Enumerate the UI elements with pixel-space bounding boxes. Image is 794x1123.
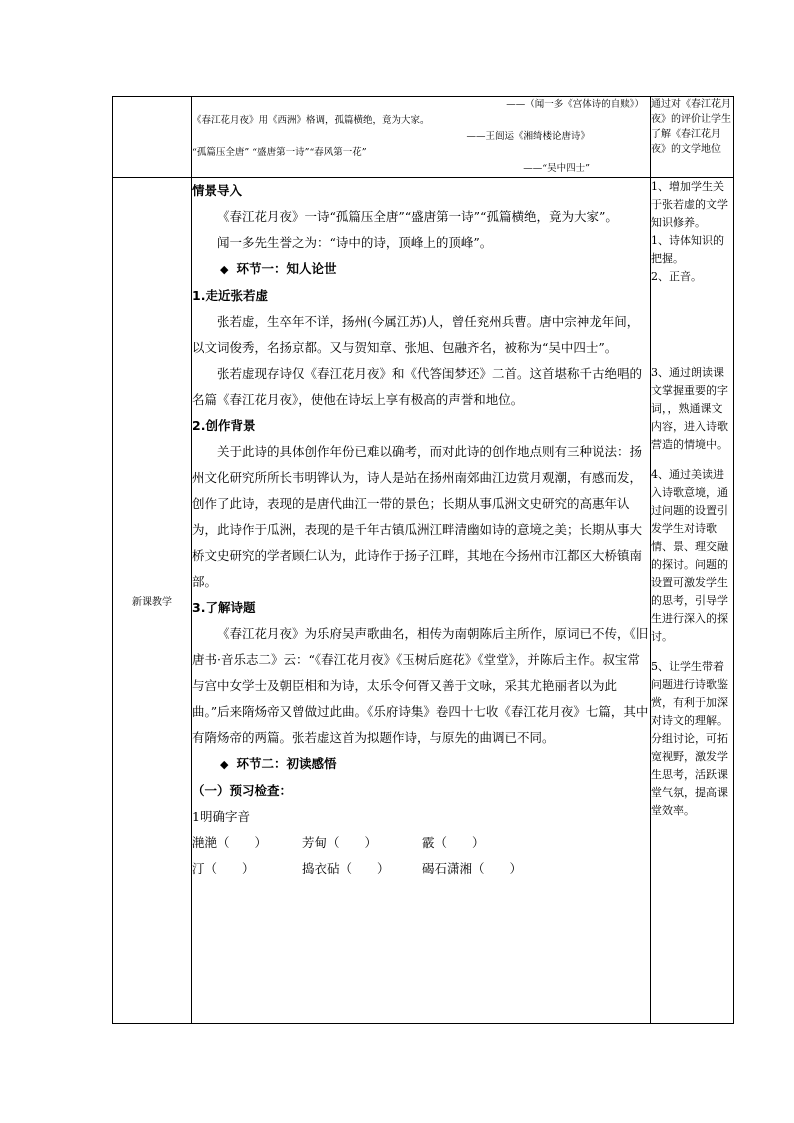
section-label-cell <box>113 178 192 1024</box>
top-content-cell <box>192 97 651 178</box>
heading-preview-check: （一）预习检查： <box>192 783 293 798</box>
intro-paragraph-1: 《春江花月夜》一诗“孤篇压全唐”“盛唐第一诗”“孤篇横绝，竟为大家”。 <box>217 209 618 224</box>
main-content-cell <box>192 178 651 1024</box>
quote-source-wenyiduo: ——（闻一多《宫体诗的自赎》） <box>506 99 644 110</box>
heading-background: 2.创作背景 <box>192 418 256 433</box>
pronunciation-blanks-row-1 <box>192 830 650 856</box>
quote-wangkaiyun: 《春江花月夜》用《西洲》格调，孤篇横绝，竟为大家。 <box>192 115 430 126</box>
blank-item: 碣石潇湘（ ） <box>422 861 523 876</box>
pronunciation-blanks-row-2 <box>192 856 650 882</box>
note-6: 5、让学生带着问题进行诗歌鉴赏，有利于加深对诗文的理解。分组讨论，可拓宽视野，激发学生思考，活跃课堂气氛，提高课堂效率。 <box>651 660 728 817</box>
table-row-main <box>113 178 734 1024</box>
heading-title-meaning: 3.了解诗题 <box>192 600 256 615</box>
note-1: 1、增加学生关于张若虚的文学知识修养。 <box>651 180 728 229</box>
quote-source-wuzhong: ——“吴中四士” <box>523 163 590 174</box>
intro-paragraph-2: 闻一多先生誉之为：“诗中的诗，顶峰上的顶峰”。 <box>217 235 493 250</box>
heading-intro: 情景导入 <box>192 183 243 198</box>
quote-titles: “孤篇压全唐” “盛唐第一诗”“春风第一花” <box>192 147 367 158</box>
note-5: 4、通过美读进入诗歌意境，通过问题的设置引发学生对诗歌情、景、理交融的探讨。问题的设置可激发学生的思考，引导学生进行深入的探讨。 <box>651 468 728 643</box>
note-3: 2、正音。 <box>651 270 702 283</box>
section-heading-1: ◆ 环节一：知人论世 <box>192 256 650 283</box>
top-note: 通过对《春江花月夜》的评价让学生了解《春江花月夜》的文学地位 <box>651 99 731 155</box>
blank-item: 霰（ ） <box>422 835 485 850</box>
blank-item: 芳甸（ ） <box>302 835 378 850</box>
section-heading-2: ◆ 环节二：初读感悟 <box>192 751 650 778</box>
blank-item: 汀（ ） <box>192 861 255 876</box>
paragraph-zhangruoxu-1: 张若虚，生卒年不详，扬州(今属江苏)人，曾任兖州兵曹。唐中宗神龙年间，以文词俊秀，名扬京都。又与贺知章、张旭、包融齐名，被称为“吴中四士”。 <box>192 314 640 355</box>
table-row-top <box>113 97 734 178</box>
lesson-plan-table <box>112 96 734 1024</box>
blank-item: 捣衣砧（ ） <box>302 861 390 876</box>
quote-source-wangkaiyun: ——王闿运《湘绮楼论唐诗》 <box>466 131 590 142</box>
top-note-cell <box>651 97 734 178</box>
paragraph-zhangruoxu-2: 张若虚现存诗仅《春江花月夜》和《代答闺梦还》二首。这首堪称千古绝唱的名篇《春江花月夜》，使他在诗坛上享有极高的声誉和地位。 <box>192 366 643 407</box>
diamond-bullet-icon: ◆ <box>220 758 229 771</box>
paragraph-background: 关于此诗的具体创作年份已难以确考，而对此诗的创作地点则有三种说法：扬州文化研究所所长韦明铧认为，诗人是站在扬州南郊曲江边赏月观潮，有感而发，创作了此诗，表现的是唐代曲江一带的景色；长期从事瓜洲文史研究的高惠年认为，此诗作于瓜洲，表现的是千年古镇瓜洲江畔清幽如诗的意境之美；长期从事大桥文史研究的学者顾仁认为，此诗作于扬子江畔，其地在今扬州市江都区大桥镇南部。 <box>192 444 643 589</box>
paragraph-title-meaning: 《春江花月夜》为乐府吴声歌曲名，相传为南朝陈后主所作，原词已不传，《旧唐书·音乐志二》云：“《春江花月夜》《玉树后庭花》《堂堂》，并陈后主作。叔宝常与宫中女学士及朝臣相和为诗，太乐令何胥又善于文咏，采其尤艳丽者以为此曲。”后来隋炀帝又曾做过此曲。《乐府诗集》卷四十七收《春江花月夜》七篇，其中有隋炀帝的两篇。张若虚这首为拟题作诗，与原先的曲调已不同。 <box>192 626 649 745</box>
section-label: 新课教学 <box>132 597 172 608</box>
top-label-cell <box>113 97 192 178</box>
heading-pronunciation: 1明确字音 <box>192 809 250 824</box>
teaching-notes-cell <box>651 178 734 1024</box>
heading-zhangruoxu: 1.走近张若虚 <box>192 288 268 303</box>
blank-item: 滟滟（ ） <box>192 835 268 850</box>
diamond-bullet-icon: ◆ <box>220 263 229 276</box>
note-4: 3、通过朗读课文掌握重要的字词，，熟通课文内容，进入诗歌营造的情境中。 <box>651 366 728 451</box>
note-2: 1、诗体知识的把握。 <box>651 234 724 265</box>
